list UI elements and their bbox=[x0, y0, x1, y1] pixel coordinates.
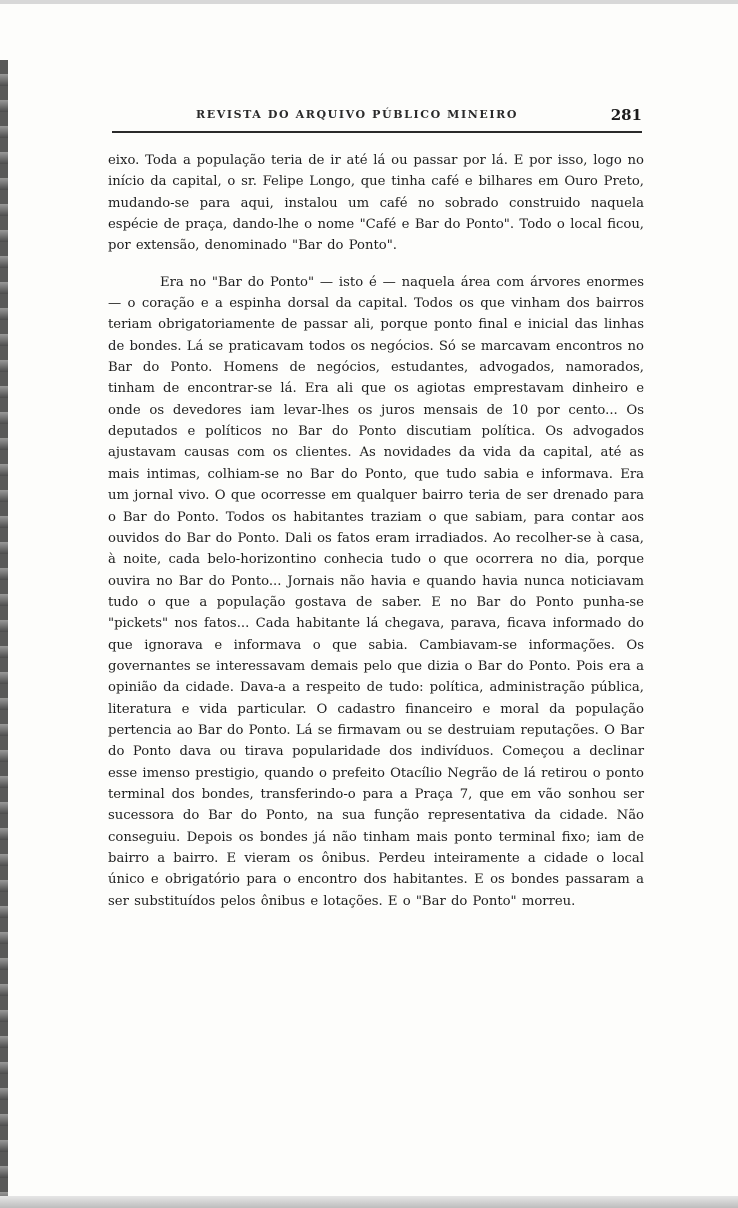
header-rule bbox=[112, 131, 642, 133]
paragraph-2: Era no "Bar do Ponto" — isto é — naquela área com árvores enormes — o coração e a espinha dorsal da capital. Todos os que vinham dos bairros teriam obrigatoriamente de passar ali, porque ponto final e inicial das linhas de bondes. Lá se praticavam todos os negócios. Só se marcavam encontros no Bar do Ponto. Homens de negócios, estudantes, advogados, namorados, tinham de encontrar-se lá. Era ali que os agiotas emprestavam dinheiro e onde os devedores iam levar-lhes os juros mensais de 10 por cento... Os deputados e políticos no Bar do Ponto discutiam política. Os advogados ajustavam causas com os clientes. As novidades da vida da capital, até as mais intimas, colhiam-se no Bar do Ponto, que tudo sabia e informava. Era um jornal vivo. O que ocorresse em qualquer bairro teria de ser drenado para o Bar do Ponto. Todos os habitantes traziam o que sabiam, para contar aos ouvidos do Bar do Ponto. Dali os fatos eram irradiados. Ao recolher-se à casa, à noite, cada belo-horizontino conhecia tudo o que ocorrera no dia, porque ouvira no Bar do Ponto... Jornais não havia e quando havia nunca noticiavam tudo o que a população gostava de saber. E no Bar do Ponto punha-se "pickets" nos fatos... Cada habitante lá chegava, parava, ficava informado do que ignorava e informava o que sabia. Cambiavam-se informações. Os governantes se interessavam demais pelo que dizia o Bar do Ponto. Pois era a opinião da cidade. Dava-a a respeito de tudo: política, administração pública, literatura e vida particular. O cadastro financeiro e moral da população pertencia ao Bar do Ponto. Lá se firmavam ou se destruiam reputações. O Bar do Ponto dava ou tirava popularidade dos indivíduos. Começou a declinar esse imenso prestigio, quando o prefeito Otacílio Negrão de lá retirou o ponto terminal dos bondes, transferindo-o para a Praça 7, que em vão sonhou ser sucessora do Bar do Ponto, na sua função representativa da cidade. Não conseguiu. Depois os bondes já não tinham mais ponto terminal fixo; iam de bairro a bairro. E vieram os ônibus. Perdeu inteiramente a cidade o local único e obrigatório para o encontro dos habitantes. E os bondes passaram a ser substituídos pelos ônibus e lotações. E o "Bar do Ponto" morreu. bbox=[108, 274, 644, 909]
page-top-edge bbox=[0, 0, 738, 4]
body-text bbox=[108, 150, 644, 912]
paragraph-1: eixo. Toda a população teria de ir até lá ou passar por lá. E por isso, logo no início da capital, o sr. Felipe Longo, que tinha café e bilhares em Ouro Preto, mudando-se para aqui, instalou um café no sobrado construido naquela espécie de praça, dando-lhe o nome "Café e Bar do Ponto". Todo o local ficou, por extensão, denominado "Bar do Ponto". bbox=[108, 153, 644, 254]
page-bottom-edge bbox=[0, 1196, 738, 1208]
binding-edge bbox=[0, 60, 8, 1200]
page-header bbox=[112, 106, 642, 126]
running-head: REVISTA DO ARQUIVO PÚBLICO MINEIRO bbox=[195, 108, 519, 121]
page-number: 281 bbox=[610, 106, 642, 124]
